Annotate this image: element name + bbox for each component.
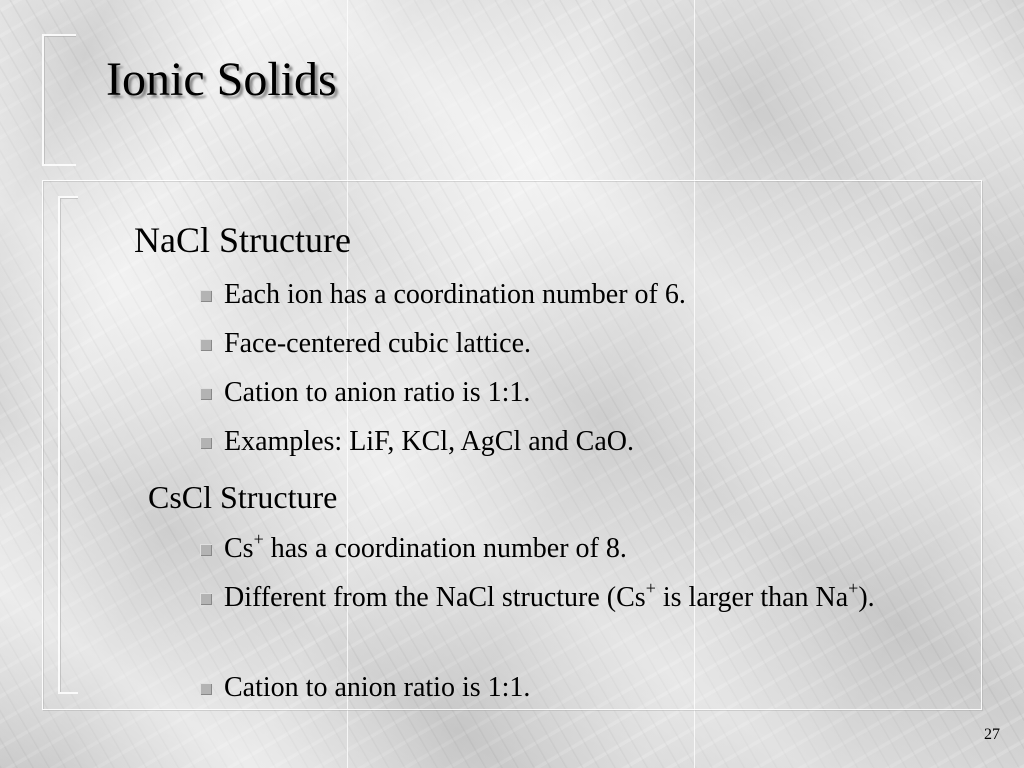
- square-bullet-icon: [200, 339, 212, 351]
- page-number: 27: [984, 726, 1000, 743]
- section-heading-cscl: CsCl Structure: [148, 479, 338, 515]
- square-bullet-icon: [200, 683, 212, 695]
- bullet-item: [200, 323, 978, 365]
- square-bullet-icon: [200, 593, 212, 605]
- bullet-item: [200, 372, 978, 414]
- square-bullet-icon: [200, 290, 212, 302]
- bullet-item: [200, 528, 978, 570]
- bullet-text: Face-centered cubic lattice.: [224, 328, 532, 359]
- bullet-text: Each ion has a coordination number of 6.: [224, 279, 686, 310]
- bullet-text: Different from the NaCl structure (Cs+ is larger than Na+).: [224, 578, 875, 613]
- square-bullet-icon: [200, 544, 212, 556]
- section-heading-nacl: NaCl Structure: [134, 220, 351, 260]
- bullet-text: Cation to anion ratio is 1:1.: [224, 377, 531, 408]
- bullet-text: Cation to anion ratio is 1:1.: [224, 672, 531, 703]
- bullet-text: Examples: LiF, KCl, AgCl and CaO.: [224, 426, 634, 457]
- square-bullet-icon: [200, 388, 212, 400]
- content-bracket-decoration: [58, 196, 78, 694]
- bullet-text: Cs+ has a coordination number of 8.: [224, 529, 627, 564]
- square-bullet-icon: [200, 437, 212, 449]
- bullet-item: [200, 421, 978, 463]
- bullet-item: [200, 577, 978, 619]
- bullet-item: [200, 667, 978, 709]
- bullet-item: [200, 274, 978, 316]
- title-frame-decoration: [42, 34, 76, 166]
- slide-title: Ionic Solids: [106, 53, 337, 106]
